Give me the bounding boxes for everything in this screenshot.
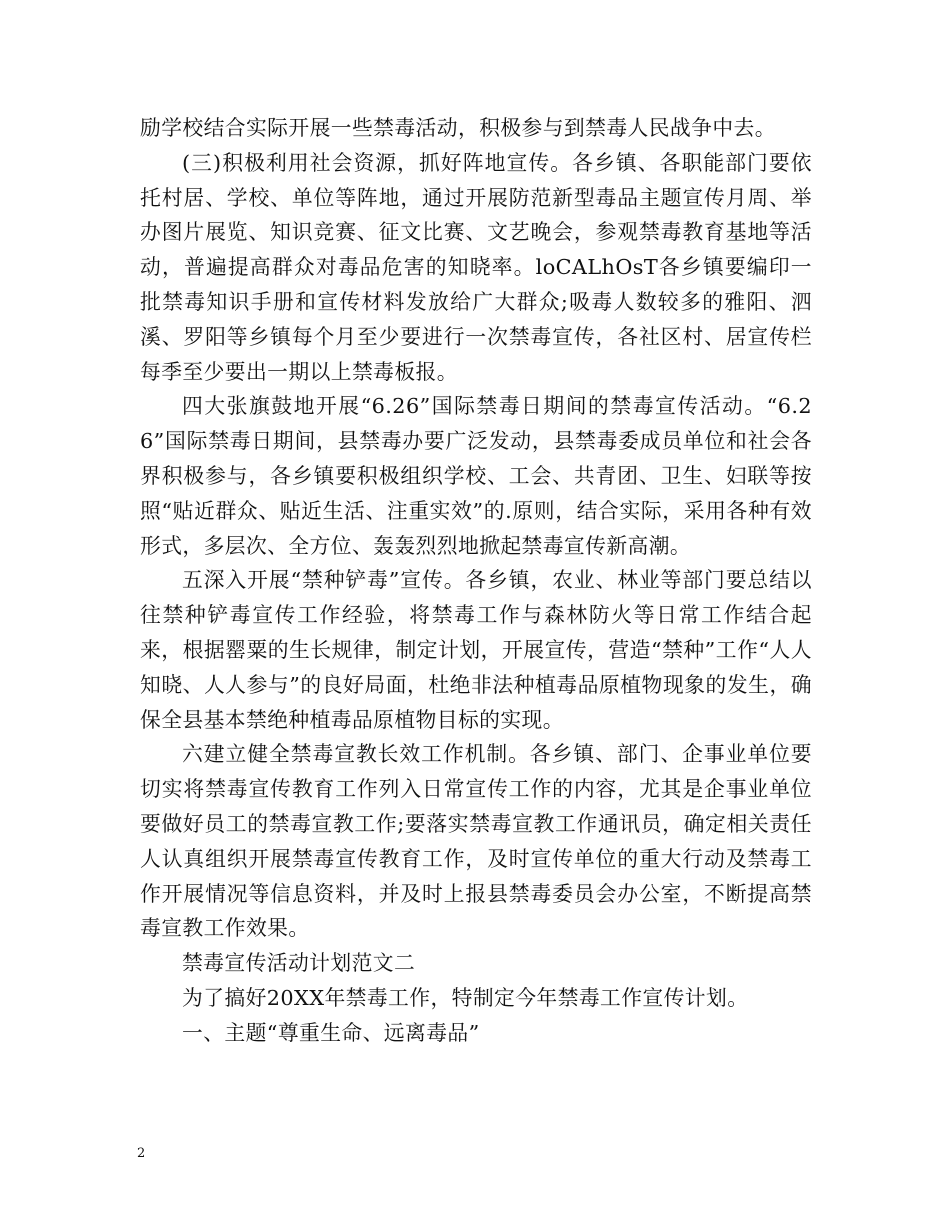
section-heading-sample-two: 禁毒宣传活动计划范文二 — [182, 951, 416, 976]
page-number: 2 — [137, 1146, 146, 1161]
paragraph-continuation: 励学校结合实际开展一些禁毒活动，积极参与到禁毒人民战争中去。 — [140, 116, 776, 140]
paragraph-intro: 为了搞好20XX年禁毒工作，特制定今年禁毒工作宣传计划。 — [182, 985, 749, 1010]
document-body — [140, 111, 812, 1051]
paragraph-section-4: 四大张旗鼓地开展“6.26”国际禁毒日期间的禁毒宣传活动。“6.26”国际禁毒日期间，县禁毒办要广泛发动，县禁毒委成员单位和社会各界积极参与，各乡镇要积极组织学校、工会、共青团、卫生、妇联等按照“贴近群众、贴近生活、注重实效”的.原则，结合实际，采用各种有效形式，多层次、全方位、轰轰烈烈地掀起禁毒宣传新高潮。 — [140, 394, 812, 558]
paragraph-section-6: 六建立健全禁毒宣教长效工作机制。各乡镇、部门、企事业单位要切实将禁毒宣传教育工作列入日常宣传工作的内容，尤其是企事业单位要做好员工的禁毒宣教工作;要落实禁毒宣教工作通讯员，确定相关责任人认真组织开展禁毒宣传教育工作，及时宣传单位的重大行动及禁毒工作开展情况等信息资料，并及时上报县禁毒委员会办公室，不断提高禁毒宣教工作效果。 — [140, 742, 812, 941]
paragraph-section-3: (三)积极利用社会资源，抓好阵地宣传。各乡镇、各职能部门要依托村居、学校、单位等阵地，通过开展防范新型毒品主题宣传月周、举办图片展览、知识竞赛、征文比赛、文艺晚会，参观禁毒教育基地等活动，普遍提高群众对毒品危害的知晓率。loCALhOsT各乡镇要编印一批禁毒知识手册和宣传材料发放给广大群众;吸毒人数较多的雅阳、泗溪、罗阳等乡镇每个月至少要进行一次禁毒宣传，各社区村、居宣传栏每季至少要出一期以上禁毒板报。 — [140, 150, 812, 384]
paragraph-section-5: 五深入开展“禁种铲毒”宣传。各乡镇，农业、林业等部门要总结以往禁种铲毒宣传工作经验，将禁毒工作与森林防火等日常工作结合起来，根据罂粟的生长规律，制定计划，开展宣传，营造“禁种”工作“人人知晓、人人参与”的良好局面，杜绝非法种植毒品原植物现象的发生，确保全县基本禁绝种植毒品原植物目标的实现。 — [140, 568, 812, 732]
paragraph-theme: 一、主题“尊重生命、远离毒品” — [182, 1020, 480, 1045]
